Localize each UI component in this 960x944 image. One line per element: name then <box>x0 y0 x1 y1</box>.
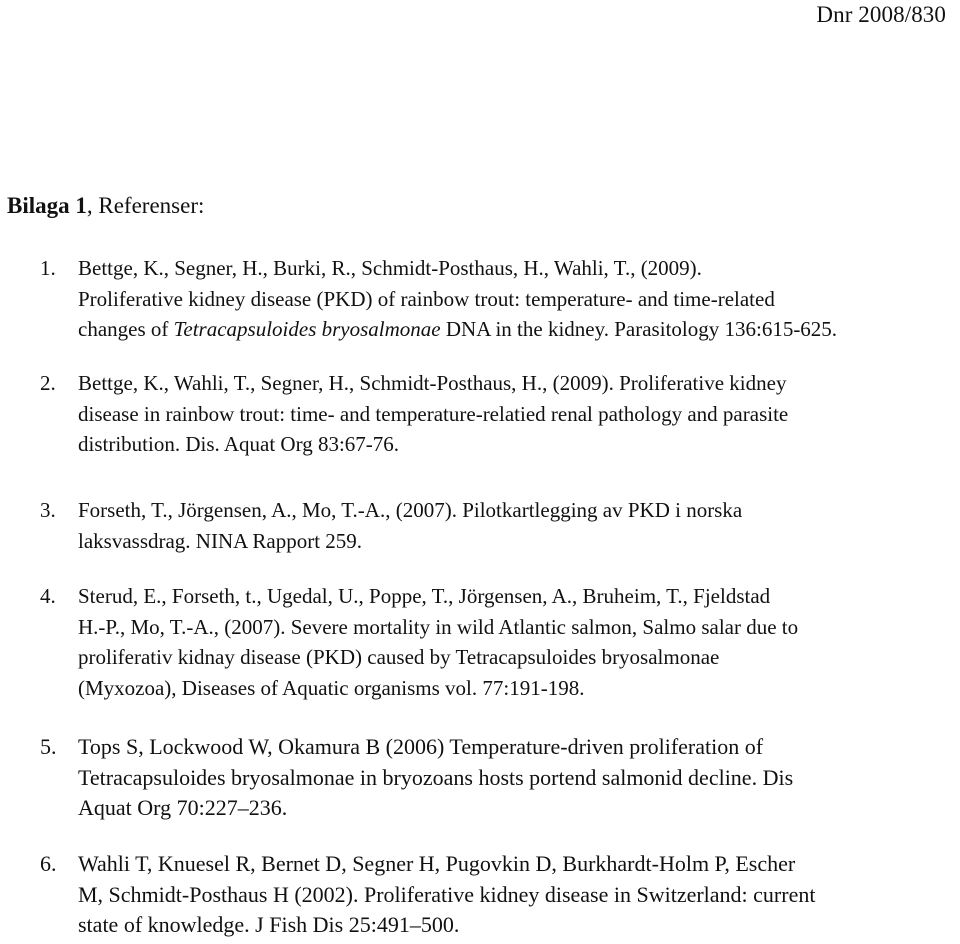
reference-item-2 <box>40 368 958 460</box>
reference-line: disease in rainbow trout: time- and temperature-relatied renal pathology and parasite <box>78 401 789 426</box>
reference-line: state of knowledge. J Fish Dis 25:491–500. <box>78 912 460 937</box>
reference-line: Wahli T, Knuesel R, Bernet D, Segner H, Pugovkin D, Burkhardt-Holm P, Escher <box>78 851 796 876</box>
reference-number: 2. <box>40 371 56 395</box>
reference-line: Tops S, Lockwood W, Okamura B (2006) Temperature-driven proliferation of <box>78 734 764 759</box>
reference-number: 3. <box>40 498 56 522</box>
heading-rest: , Referenser: <box>86 193 205 218</box>
reference-line <box>78 314 958 345</box>
reference-line: Bettge, K., Wahli, T., Segner, H., Schmidt-Posthaus, H., (2009). Proliferative kidney <box>78 371 787 395</box>
reference-line: Aquat Org 70:227–236. <box>78 795 288 820</box>
reference-line: Forseth, T., Jörgensen, A., Mo, T.-A., (2007). Pilotkartlegging av PKD i norska <box>78 498 743 522</box>
reference-line: Tetracapsuloides bryosalmonae in bryozoans hosts portend salmonid decline. Dis <box>78 764 794 790</box>
reference-line: proliferativ kidnay disease (PKD) caused by Tetracapsuloides bryosalmonae <box>78 645 720 669</box>
reference-number: 5. <box>40 734 57 759</box>
reference-text-segment: changes of <box>78 317 174 341</box>
reference-line: laksvassdrag. NINA Rapport 259. <box>78 528 363 553</box>
document-reference-number: Dnr 2008/830 <box>816 2 946 27</box>
reference-text <box>78 495 958 556</box>
reference-item-6 <box>40 849 958 941</box>
reference-line: (Myxozoa), Diseases of Aquatic organisms vol. 77:191-198. <box>78 675 585 700</box>
reference-text <box>78 732 958 824</box>
reference-text <box>78 849 958 941</box>
reference-number: 4. <box>40 584 56 608</box>
reference-item-3 <box>40 495 958 556</box>
reference-text <box>78 253 958 345</box>
reference-line: Bettge, K., Segner, H., Burki, R., Schmidt-Posthaus, H., Wahli, T., (2009). <box>78 256 702 280</box>
reference-number: 1. <box>40 256 56 280</box>
reference-line: distribution. Dis. Aquat Org 83:67-76. <box>78 432 400 456</box>
reference-line: M, Schmidt-Posthaus H (2002). Proliferative kidney disease in Switzerland: current <box>78 881 816 907</box>
reference-item-5 <box>40 732 958 824</box>
reference-line: H.-P., Mo, T.-A., (2007). Severe mortality in wild Atlantic salmon, Salmo salar due to <box>78 614 799 639</box>
reference-text <box>78 368 958 460</box>
section-heading <box>7 193 204 219</box>
reference-text <box>78 581 958 703</box>
heading-bold: Bilaga 1 <box>7 193 87 218</box>
reference-item-4 <box>40 581 958 703</box>
species-name: Tetracapsuloides bryosalmonae <box>173 317 441 341</box>
reference-item-1 <box>40 253 958 345</box>
reference-line: Sterud, E., Forseth, t., Ugedal, U., Poppe, T., Jörgensen, A., Bruheim, T., Fjeldstad <box>78 584 771 608</box>
reference-text-segment: DNA in the kidney. Parasitology 136:615-625. <box>440 317 838 341</box>
reference-line: Proliferative kidney disease (PKD) of rainbow trout: temperature- and time-related <box>78 286 775 311</box>
reference-number: 6. <box>40 851 57 876</box>
